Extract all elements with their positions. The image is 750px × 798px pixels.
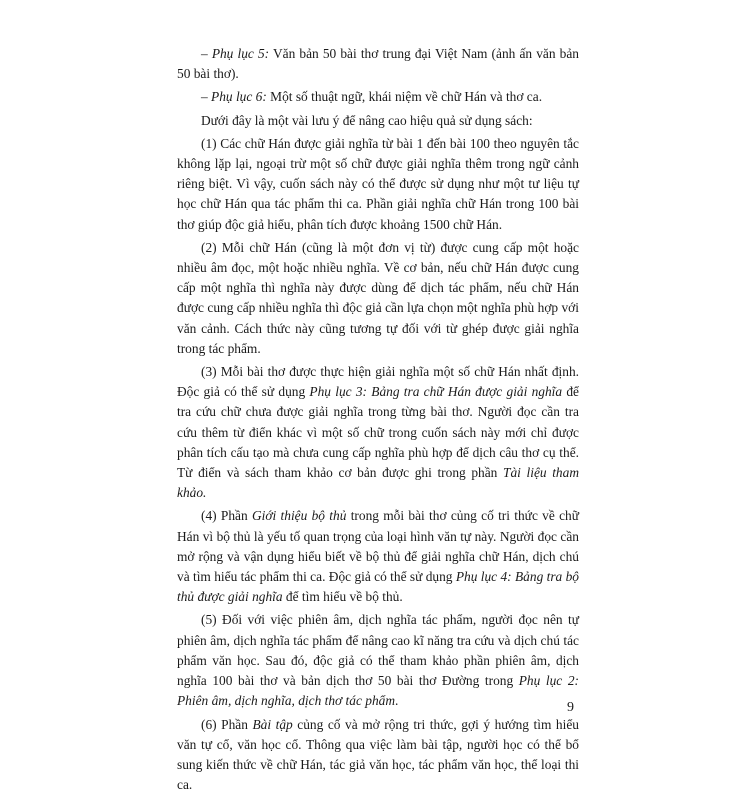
paragraph-note-3: (3) Mỗi bài thơ được thực hiện giải nghĩa một số chữ Hán nhất định. Độc giả có thể sử dụng Phụ lục 3: Bảng tra chữ Hán được giải nghĩa để tra cứu chữ chưa được giải nghĩa trong từng bài thơ. Người đọc cần tra cứu thêm từ điển khác vì một số chữ trong cuốn sách này mới chỉ được phân tích cấu tạo mà chưa cung cấp nghĩa phù hợp để dịch câu thơ cụ thể. Từ điển và sách tham khảo cơ bản được ghi trong phần Tài liệu tham khảo. [177, 364, 579, 501]
paragraph-appendix-5: – Phụ lục 5: Văn bản 50 bài thơ trung đại Việt Nam (ảnh ấn văn bản 50 bài thơ). [177, 46, 579, 82]
paragraph-note-4: (4) Phần Giới thiệu bộ thủ trong mỗi bài thơ củng cố tri thức về chữ Hán vì bộ thủ là yếu tố quan trọng của loại hình văn tự này. Người đọc cần mở rộng và vận dụng hiểu biết về bộ thủ để giải nghĩa chữ Hán, dịch chú và tìm hiểu tác phẩm thi ca. Độc giả có thể sử dụng Phụ lục 4: Bảng tra bộ thủ được giải nghĩa để tìm hiểu về bộ thủ. [177, 508, 580, 605]
paragraph-intro-notes: Dưới đây là một vài lưu ý để nâng cao hiệu quả sử dụng sách: [201, 112, 533, 128]
paragraph-note-2: (2) Mỗi chữ Hán (cũng là một đơn vị từ) được cung cấp một hoặc nhiều âm đọc, một hoặc nhiều nghĩa. Về cơ bản, nếu chữ Hán được cung cấp một nghĩa thì nghĩa này được dùng để dịch tác phẩm, nếu chữ Hán được cung cấp nhiều nghĩa thì độc giả cần lựa chọn một nghĩa phù hợp với văn cảnh. Cách thức này cũng tương tự đối với từ ghép được giải nghĩa trong tác phẩm. [177, 239, 579, 356]
paragraph-appendix-6: – Phụ lục 6: Một số thuật ngữ, khái niệm về chữ Hán và thơ ca. [201, 89, 543, 105]
paragraph-note-5: (5) Đối với việc phiên âm, dịch nghĩa tác phẩm, người đọc nên tự phiên âm, dịch nghĩa tác phẩm để nâng cao kĩ năng tra cứu và dịch chú tác phẩm văn học. Sau đó, độc giả có thể tham khảo phần phiên âm, dịch nghĩa 100 bài thơ và bản dịch thơ 50 bài thơ Đường trong Phụ lục 2: Phiên âm, dịch nghĩa, dịch thơ tác phẩm. [177, 612, 579, 709]
paragraph-note-6: (6) Phần Bài tập củng cố và mở rộng tri thức, gợi ý hướng tìm hiểu văn tự cổ, văn học cổ. Thông qua việc làm bài tập, người học có thể bổ sung kiến thức về chữ Hán, tác giả văn học, tác phẩm văn học, thể loại thi ca. [177, 716, 579, 793]
page-number: 9 [567, 700, 574, 715]
paragraph-note-1: (1) Các chữ Hán được giải nghĩa từ bài 1 đến bài 100 theo nguyên tắc không lặp lại, ngoại trừ một số chữ được giải nghĩa thêm trong ngữ cảnh riêng biệt. Vì vậy, cuốn sách này có thể được sử dụng như một tư liệu tự học chữ Hán qua tác phẩm thi ca. Phần giải nghĩa chữ Hán trong 100 bài thơ giúp độc giả hiểu, phân tích được khoảng 1500 chữ Hán. [177, 135, 579, 232]
body-text [177, 44, 579, 798]
